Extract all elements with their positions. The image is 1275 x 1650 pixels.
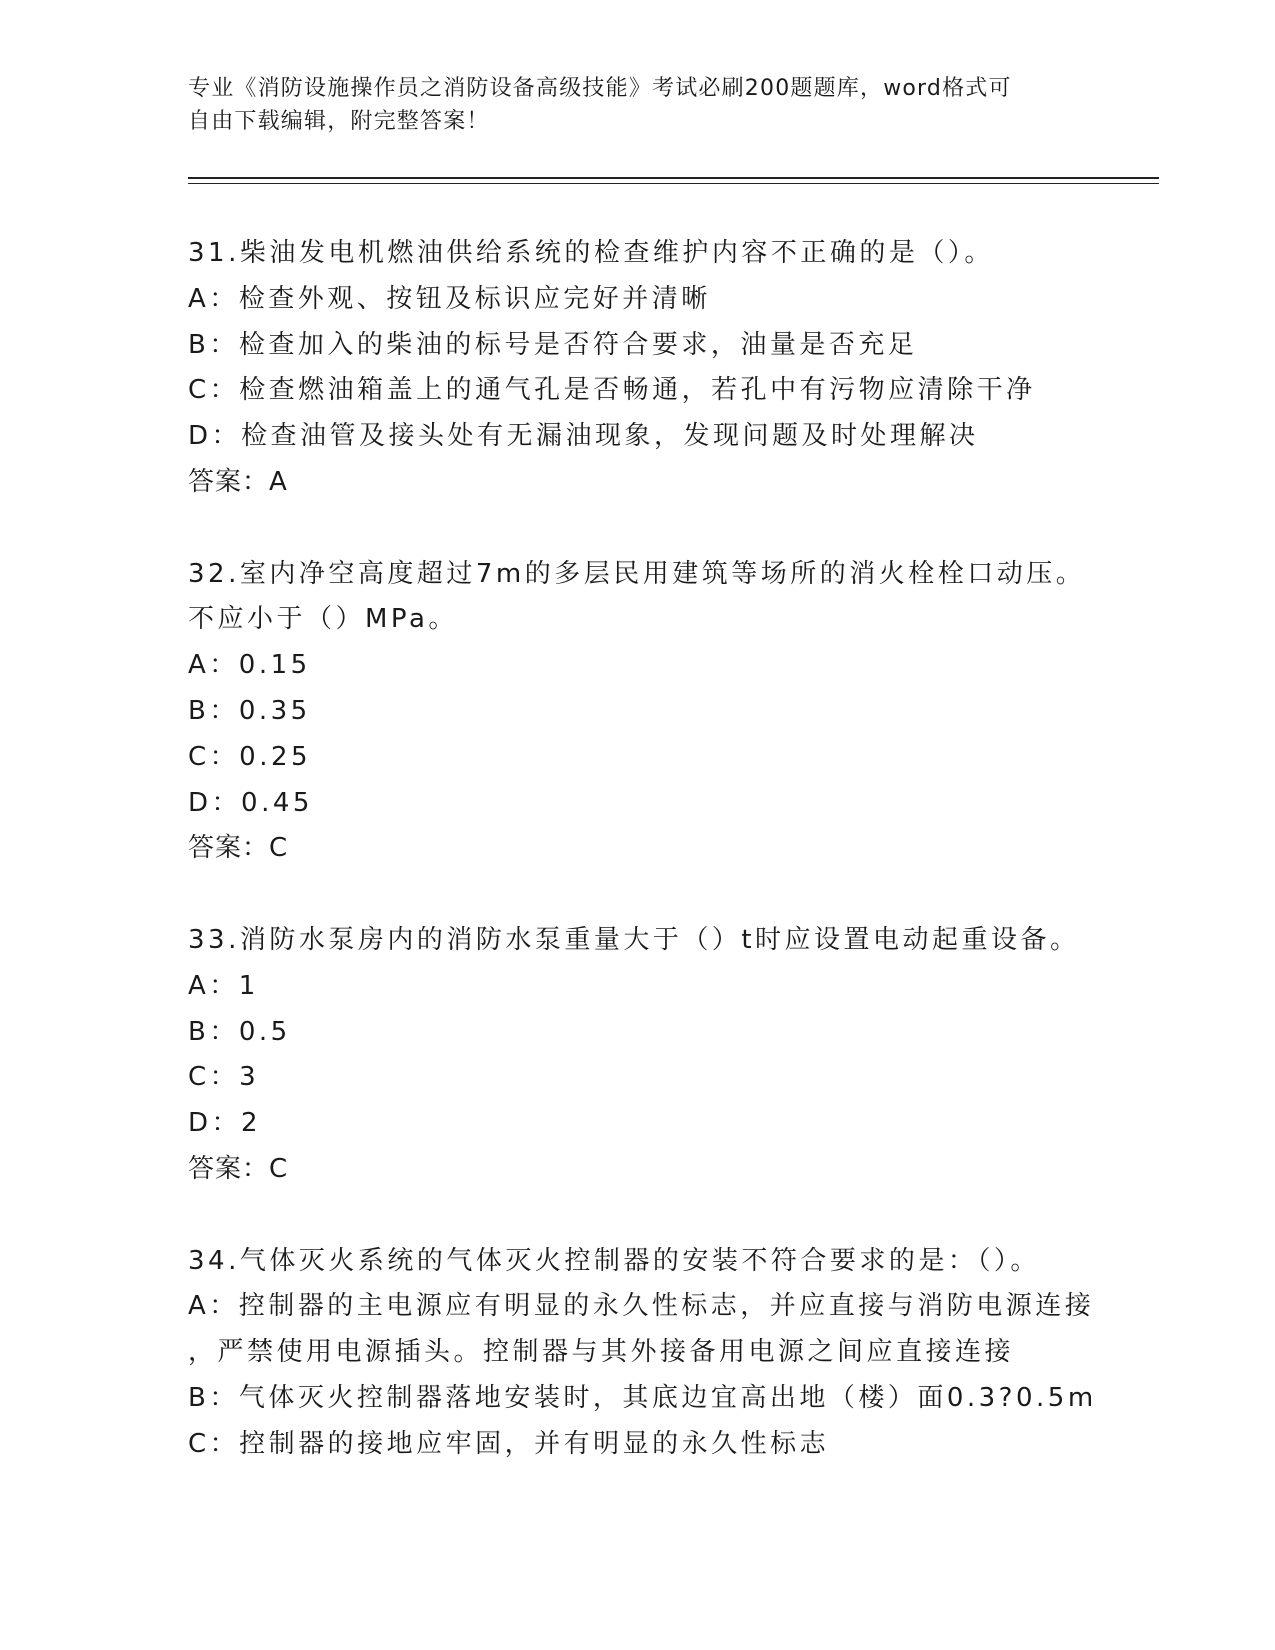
- question-stem: 33.消防水泵房内的消防水泵重量大于（）t时应设置电动起重设备。: [188, 924, 1080, 955]
- header-line-1: 专业《消防设施操作员之消防设备高级技能》考试必刷200题题库，word格式可: [188, 76, 1012, 101]
- option-line: C：3: [188, 1062, 260, 1093]
- option-line: C：控制器的接地应牢固，并有明显的永久性标志: [188, 1428, 830, 1459]
- question-stem: 34.气体灭火系统的气体灭火控制器的安装不符合要求的是：（）。: [188, 1245, 1040, 1276]
- option-line: C：0.25: [188, 741, 312, 772]
- option-line: D：0.45: [188, 787, 313, 818]
- header-divider-thick: [188, 177, 1159, 179]
- question-block: [188, 918, 1168, 1193]
- option-line: C：检查燃油箱盖上的通气孔是否畅通，若孔中有污物应清除干净: [188, 375, 1036, 406]
- option-line: B：0.5: [188, 1016, 291, 1047]
- answer-line: 答案：C: [188, 1153, 289, 1184]
- option-line: B：气体灭火控制器落地安装时，其底边宜高出地（楼）面0.3?0.5m: [188, 1382, 1097, 1413]
- question-stem: 不应小于（）MPa。: [188, 604, 458, 635]
- question-spacer: [188, 506, 1168, 552]
- option-line: A：1: [188, 970, 259, 1001]
- question-stem: 32.室内净空高度超过7m的多层民用建筑等场所的消火栓栓口动压。: [188, 558, 1086, 589]
- header-divider-thin: [188, 183, 1159, 184]
- question-spacer: [188, 1193, 1168, 1239]
- document-header: [188, 72, 1088, 138]
- option-line: ，严禁使用电源插头。控制器与其外接备用电源之间应直接连接: [188, 1337, 1015, 1368]
- question-block: [188, 552, 1168, 873]
- option-line: A：检查外观、按钮及标识应完好并清晰: [188, 283, 711, 314]
- option-line: A：0.15: [188, 650, 311, 681]
- option-line: D：检查油管及接头处有无漏油现象，发现问题及时处理解决: [188, 421, 979, 452]
- question-spacer: [188, 872, 1168, 918]
- option-line: B：检查加入的柴油的标号是否符合要求，油量是否充足: [188, 329, 918, 360]
- question-block: [188, 1239, 1168, 1468]
- question-list: [188, 231, 1168, 1468]
- header-line-2: 自由下载编辑，附完整答案！: [188, 109, 490, 134]
- question-block: [188, 231, 1168, 506]
- option-line: A：控制器的主电源应有明显的永久性标志，并应直接与消防电源连接: [188, 1291, 1095, 1322]
- question-stem: 31.柴油发电机燃油供给系统的检查维护内容不正确的是（）。: [188, 238, 994, 268]
- answer-line: 答案：A: [188, 466, 288, 497]
- option-line: D：2: [188, 1108, 262, 1139]
- answer-line: 答案：C: [188, 833, 289, 864]
- option-line: B：0.35: [188, 695, 311, 726]
